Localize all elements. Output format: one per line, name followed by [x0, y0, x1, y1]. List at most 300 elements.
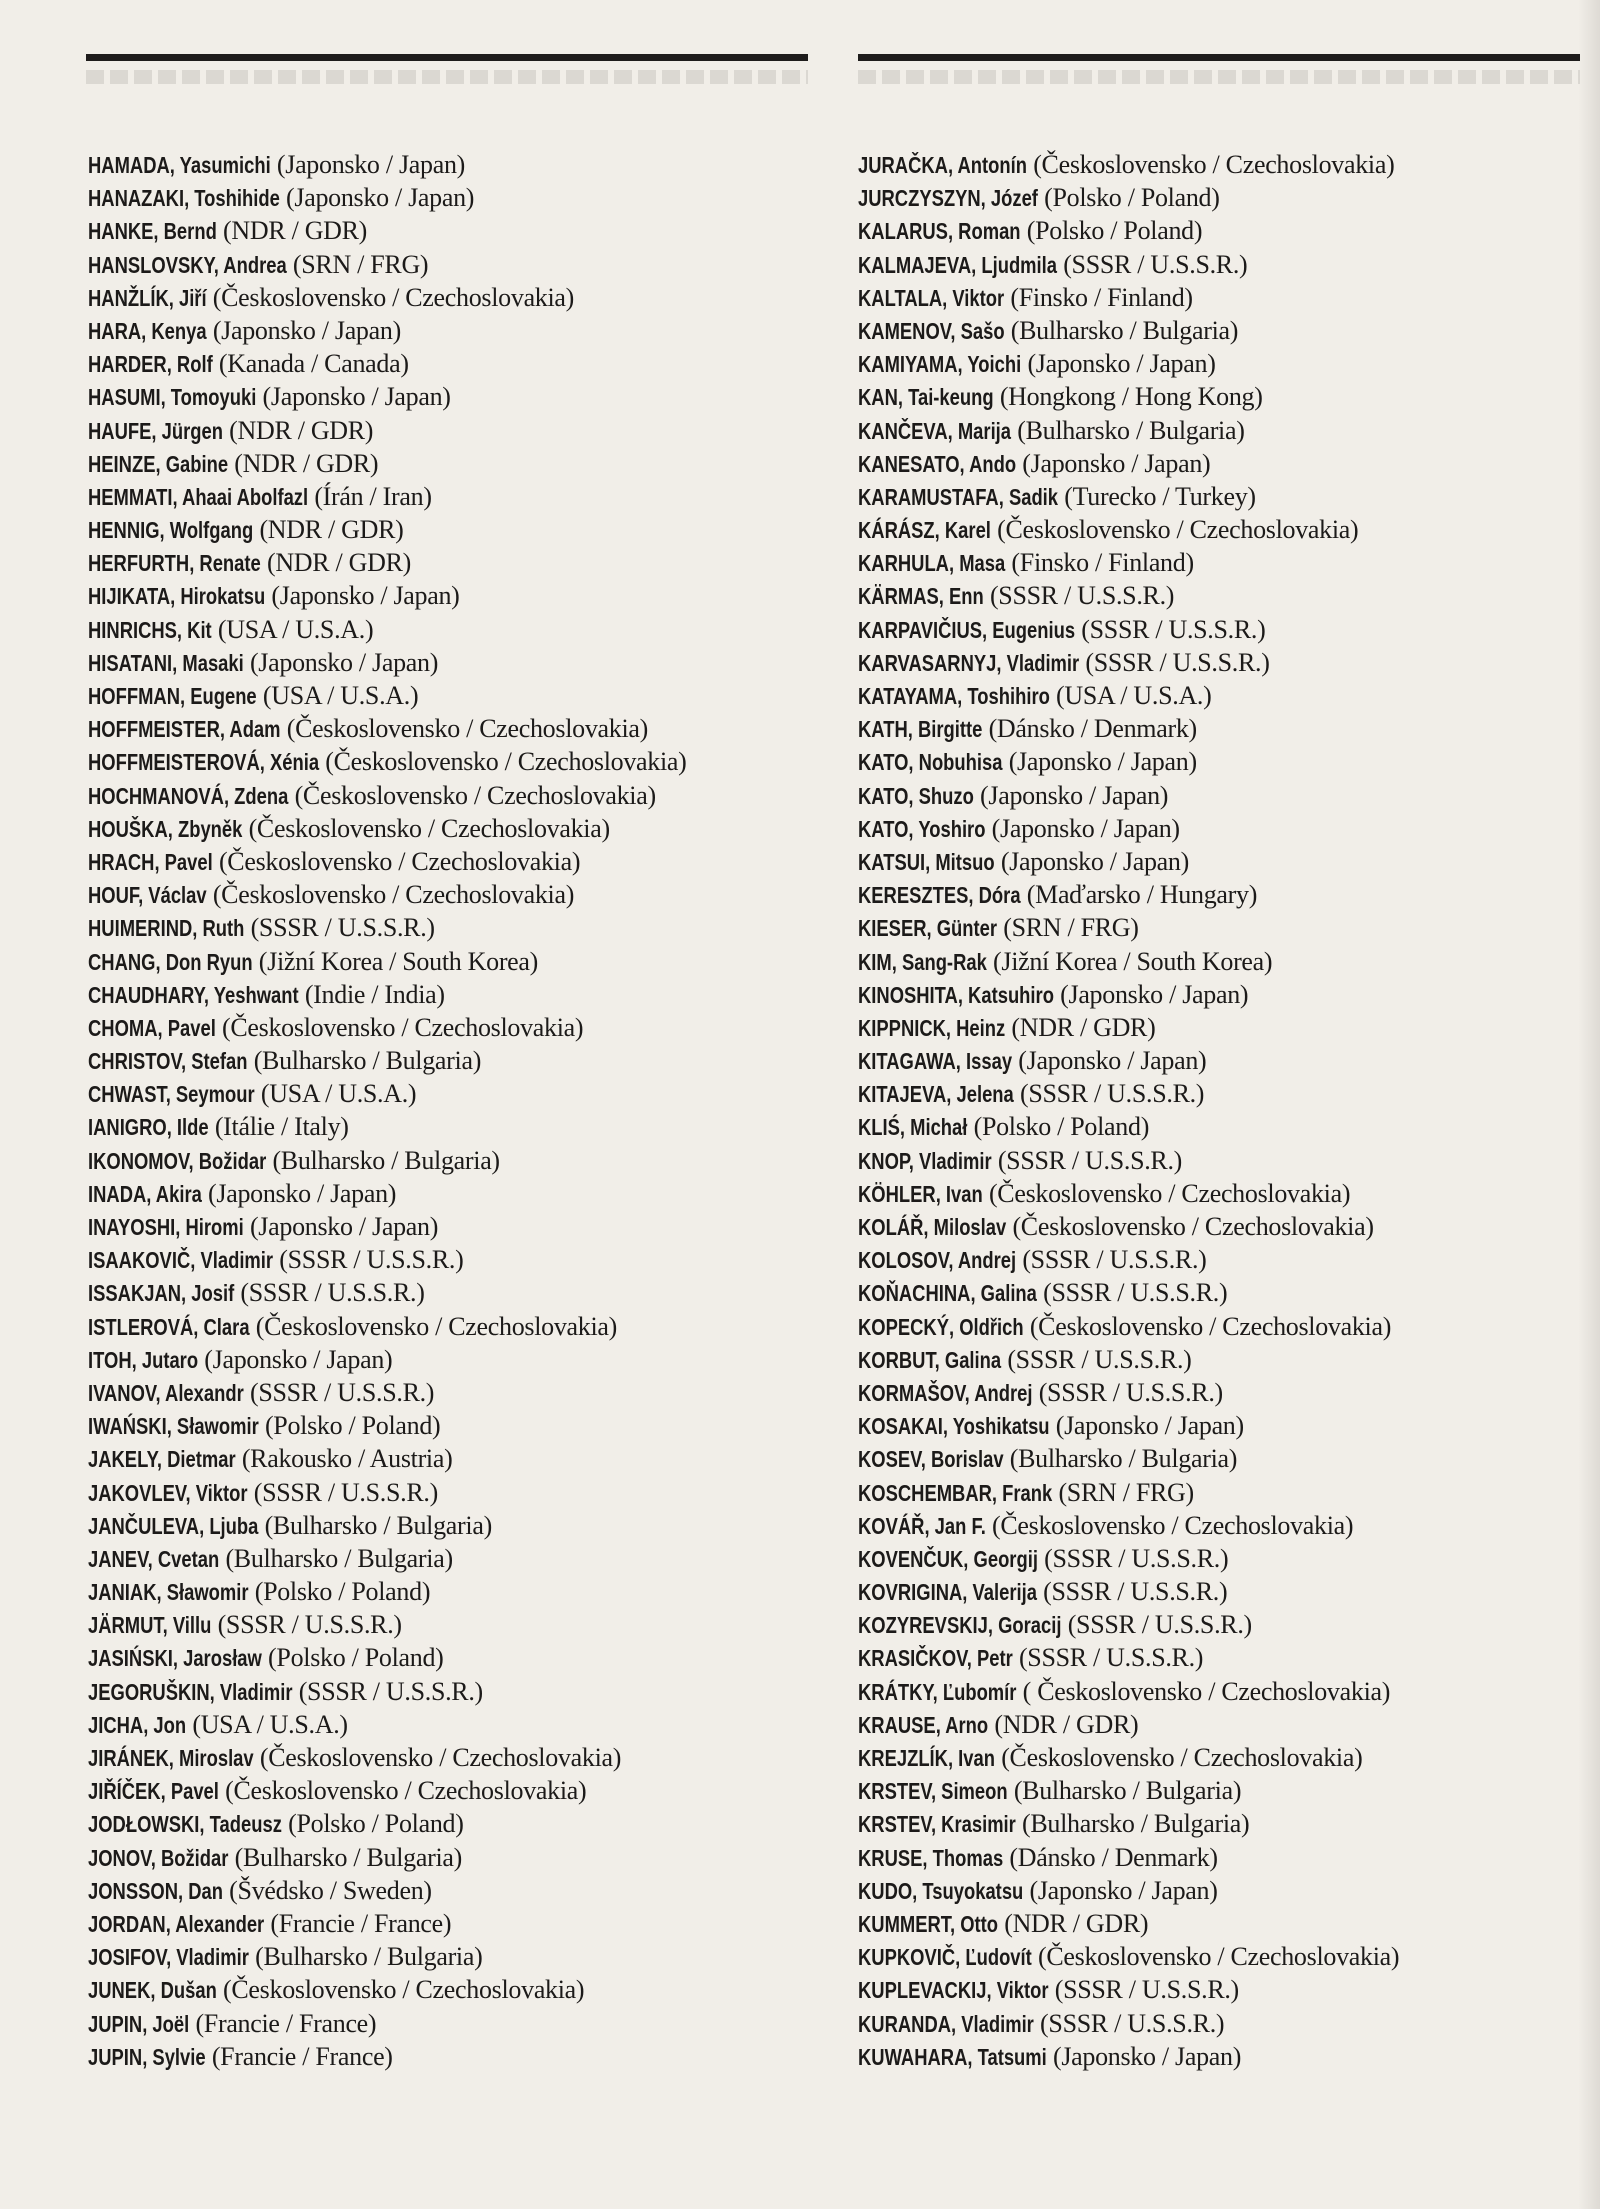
entry-country: (Polsko / Poland) [288, 1809, 464, 1839]
entry-country: (SRN / FRG) [292, 249, 429, 279]
entry-name: KANESATO, Ando [858, 450, 1017, 477]
entry-name: CHANG, Don Ryun [88, 948, 253, 975]
entry-name: JUNEK, Dušan [88, 1977, 217, 2004]
entry-name: IKONOMOV, Božidar [88, 1147, 267, 1174]
entry-country: (NDR / GDR) [266, 548, 411, 578]
entry-name: KALTALA, Viktor [858, 284, 1005, 311]
entry-country: (SSSR / U.S.S.R.) [253, 1477, 438, 1507]
name-entry [858, 1542, 1399, 1575]
name-entry [88, 1608, 687, 1641]
entry-name-wrap [858, 1973, 1049, 2007]
entry-country: (Bulharsko / Bulgaria) [234, 1842, 462, 1872]
name-entry [858, 1807, 1399, 1840]
name-entry [88, 1077, 687, 1110]
entry-country: (Jižní Korea / South Korea) [993, 946, 1273, 976]
entry-country: (Jižní Korea / South Korea) [258, 946, 539, 976]
name-entry [88, 2040, 687, 2073]
entry-name: INADA, Akira [88, 1180, 202, 1207]
entry-country: (Bulharsko / Bulgaria) [1009, 1444, 1238, 1474]
entry-name-wrap [88, 1509, 258, 1543]
entry-country: (Francie / France) [195, 2008, 377, 2038]
entry-country: (Turecko / Turkey) [1064, 481, 1256, 511]
entry-name-wrap [858, 1641, 1013, 1675]
entry-name-wrap [88, 1442, 236, 1476]
page-edge-shadow [1578, 0, 1600, 2209]
name-entry [88, 1144, 687, 1177]
entry-country: (SSSR / U.S.S.R.) [1043, 1278, 1228, 1308]
name-entry [88, 1011, 687, 1044]
entry-country: (Polsko / Poland) [1026, 216, 1203, 246]
entry-name: JÄRMUT, Villu [88, 1612, 212, 1639]
entry-name-wrap [858, 380, 994, 414]
entry-name-wrap [88, 1276, 234, 1310]
name-entry [88, 745, 687, 778]
entry-name-wrap [88, 1177, 202, 1211]
entry-country: (SSSR / U.S.S.R.) [249, 1377, 435, 1407]
entry-country: (USA / U.S.A.) [1056, 681, 1212, 710]
entry-name-wrap [88, 414, 223, 448]
entry-country: (Československo / Czechoslovakia) [218, 846, 581, 876]
entry-country: (SSSR / U.S.S.R.) [279, 1245, 464, 1275]
name-entry [858, 579, 1399, 612]
entry-name: ISAAKOVIČ, Vladimir [88, 1247, 274, 1274]
entry-name-wrap [858, 1542, 1038, 1576]
entry-country: (NDR / GDR) [234, 448, 379, 478]
entry-name: INAYOSHI, Hiromi [88, 1214, 244, 1240]
name-entry [88, 1774, 687, 1807]
entry-country: (SSSR / U.S.S.R.) [1085, 647, 1270, 677]
entry-name: KORMAŠOV, Andrej [858, 1379, 1033, 1406]
entry-country: (NDR / GDR) [259, 515, 404, 545]
entry-country: (Japonsko / Japan) [286, 183, 475, 213]
entry-name-wrap [858, 945, 987, 979]
name-entry [88, 712, 687, 745]
name-entry [858, 214, 1399, 247]
entry-name: KOVÁŘ, Jan F. [858, 1512, 986, 1539]
entry-country: (Československo / Czechoslovakia) [1012, 1212, 1374, 1241]
right-name-column [858, 148, 1399, 2073]
entry-country: (SSSR / U.S.S.R.) [1067, 1610, 1252, 1640]
entry-name: JICHA, Jon [88, 1711, 187, 1738]
entry-name: KARPAVIČIUS, Eugenius [858, 616, 1076, 643]
entry-name: HAMADA, Yasumichi [88, 152, 271, 178]
entry-name: KINOSHITA, Katsuhiro [858, 981, 1054, 1008]
name-entry [88, 2007, 687, 2040]
entry-name-wrap [858, 1841, 1003, 1875]
name-entry [858, 646, 1399, 679]
entry-name-wrap [858, 2040, 1047, 2074]
entry-name: HOUŠKA, Zbyněk [88, 815, 243, 842]
entry-name: HAUFE, Jürgen [88, 417, 223, 444]
name-entry [88, 1509, 687, 1542]
entry-name-wrap [88, 2007, 189, 2041]
entry-country: (Bulharsko / Bulgaria) [264, 1510, 492, 1540]
entry-country: (Rakousko / Austria) [241, 1444, 453, 1474]
name-entry [858, 1675, 1399, 1708]
entry-name-wrap [88, 1077, 255, 1111]
entry-country: (Československo / Czechoslovakia) [259, 1743, 622, 1772]
entry-name-wrap [858, 579, 984, 613]
entry-country: (Dánsko / Denmark) [988, 714, 1197, 744]
entry-country: (SSSR / U.S.S.R.) [1038, 1377, 1223, 1407]
name-entry [88, 1641, 687, 1674]
entry-name-wrap [858, 447, 1016, 481]
entry-name: JAKOVLEV, Viktor [88, 1479, 248, 1506]
entry-country: (Kanada / Canada) [218, 349, 409, 379]
entry-name-wrap [88, 546, 261, 580]
entry-country: (Japonsko / Japan) [1027, 349, 1216, 379]
entry-country: (Československo / Czechoslovakia) [212, 880, 575, 910]
entry-name: HOFFMEISTEROVÁ, Xénia [88, 749, 320, 776]
name-entry [88, 1343, 687, 1376]
entry-name: JUPIN, Joël [88, 2010, 190, 2037]
entry-country: (Československo / Czechoslovakia) [255, 1311, 617, 1341]
entry-name-wrap [858, 978, 1054, 1012]
name-entry [88, 281, 687, 314]
entry-name: ISTLEROVÁ, Clara [88, 1313, 250, 1340]
name-entry [88, 447, 687, 480]
entry-name: KAMIYAMA, Yoichi [858, 351, 1022, 378]
entry-name: KALMAJEVA, Ljudmila [858, 251, 1058, 278]
entry-name: KOVRIGINA, Valerija [858, 1579, 1037, 1606]
name-entry [88, 1243, 687, 1276]
entry-name-wrap [88, 1310, 250, 1344]
entry-name: KOSCHEMBAR, Frank [858, 1479, 1053, 1506]
entry-name: CHWAST, Seymour [88, 1081, 255, 1108]
entry-name: KORBUT, Galina [858, 1346, 1002, 1373]
name-entry [88, 1310, 687, 1343]
entry-name-wrap [88, 779, 288, 813]
entry-country: (SSSR / U.S.S.R.) [1054, 1975, 1239, 2005]
entry-name-wrap [88, 845, 213, 879]
entry-name-wrap [88, 945, 253, 979]
name-entry [858, 1575, 1399, 1608]
entry-name: JANEV, Cvetan [88, 1545, 220, 1572]
name-entry [88, 546, 687, 579]
entry-name: KIM, Sang-Rak [858, 948, 987, 975]
name-entry [858, 1774, 1399, 1807]
entry-country: (Československo / Czechoslovakia) [1037, 1942, 1400, 1972]
entry-name: HASUMI, Tomoyuki [88, 384, 257, 411]
name-entry [88, 1177, 687, 1210]
entry-name: KUMMERT, Otto [858, 1910, 999, 1937]
name-entry [858, 1044, 1399, 1077]
name-entry [88, 1442, 687, 1475]
name-entry [858, 148, 1399, 181]
entry-country: (Írán / Iran) [314, 481, 432, 511]
name-entry [858, 347, 1399, 380]
left-bleed-through [86, 70, 808, 84]
entry-name: KIESER, Günter [858, 915, 998, 942]
name-entry [858, 1641, 1399, 1674]
entry-name: KITAGAWA, Issay [858, 1048, 1013, 1075]
name-entry [88, 347, 687, 380]
entry-country: (Československo / Czechoslovakia) [223, 1975, 585, 2005]
entry-country: (SSSR / U.S.S.R.) [1043, 1577, 1228, 1607]
entry-name-wrap [858, 1675, 1016, 1709]
entry-name-wrap [858, 314, 1005, 348]
name-entry [88, 978, 687, 1011]
entry-country: (Československo / Czechoslovakia) [1029, 1311, 1392, 1341]
entry-name-wrap [858, 1575, 1037, 1609]
entry-country: (Japonsko / Japan) [991, 813, 1180, 843]
entry-name: HOCHMANOVÁ, Zdena [88, 782, 289, 809]
entry-name-wrap [88, 1608, 211, 1642]
entry-name-wrap [858, 513, 991, 547]
entry-country: (Polsko / Poland) [1044, 183, 1220, 213]
entry-name-wrap [858, 1276, 1037, 1310]
name-entry [88, 679, 687, 712]
name-entry [858, 1907, 1399, 1940]
entry-country: (Finsko / Finland) [1011, 548, 1194, 578]
entry-name-wrap [858, 1774, 1008, 1808]
entry-name: CHAUDHARY, Yeshwant [88, 981, 299, 1008]
entry-name: KOLOSOV, Andrej [858, 1247, 1017, 1274]
entry-country: (Japonsko / Japan) [262, 382, 451, 412]
entry-country: (Československo / Czechoslovakia) [248, 813, 610, 843]
entry-country: (SRN / FRG) [1003, 913, 1139, 943]
entry-country: (Polsko / Poland) [268, 1643, 444, 1673]
entry-name-wrap [858, 779, 974, 813]
entry-country: (Maďarsko / Hungary) [1026, 880, 1258, 910]
entry-country: (Japonsko / Japan) [1018, 1046, 1207, 1076]
entry-name-wrap [858, 1243, 1016, 1277]
entry-country: (Itálie / Italy) [214, 1112, 349, 1142]
name-entry [88, 214, 687, 247]
name-entry [88, 314, 687, 347]
entry-name-wrap [858, 1210, 1006, 1244]
name-entry [858, 314, 1399, 347]
entry-name-wrap [88, 1774, 219, 1808]
entry-country: (Japonsko / Japan) [249, 1212, 439, 1241]
entry-name-wrap [88, 1807, 282, 1841]
entry-country: (SSSR / U.S.S.R.) [298, 1676, 483, 1706]
entry-name-wrap [88, 1144, 266, 1178]
entry-name: KERESZTES, Dóra [858, 882, 1021, 909]
entry-name-wrap [858, 1144, 992, 1178]
name-entry [88, 1841, 687, 1874]
entry-name: JONSSON, Dan [88, 1877, 223, 1904]
entry-name-wrap [88, 1641, 262, 1675]
entry-name-wrap [88, 812, 242, 846]
entry-name-wrap [858, 1708, 988, 1742]
entry-name: JORDAN, Alexander [88, 1910, 265, 1937]
name-entry [858, 1741, 1399, 1774]
entry-name-wrap [858, 712, 982, 746]
entry-name: KRÁTKY, Ľubomír [858, 1678, 1017, 1705]
name-entry [88, 380, 687, 413]
right-bleed-through [858, 70, 1580, 84]
entry-name: KOSEV, Borislav [858, 1446, 1004, 1473]
entry-name-wrap [858, 1509, 986, 1543]
entry-country: (Československo / Czechoslovakia) [988, 1178, 1351, 1208]
entry-country: (Bulharsko / Bulgaria) [272, 1145, 500, 1175]
entry-country: (SSSR / U.S.S.R.) [240, 1278, 425, 1308]
entry-country: (SSSR / U.S.S.R.) [1063, 249, 1248, 279]
name-entry [858, 2040, 1399, 2073]
entry-name-wrap [88, 978, 299, 1012]
name-entry [858, 779, 1399, 812]
entry-country: (Indie / India) [304, 979, 445, 1009]
name-entry [858, 712, 1399, 745]
name-entry [858, 945, 1399, 978]
entry-country: (Japonsko / Japan) [1000, 846, 1189, 876]
name-entry [858, 1011, 1399, 1044]
entry-name: KOSAKAI, Yoshikatsu [858, 1413, 1050, 1440]
entry-name-wrap [858, 812, 985, 846]
name-entry [858, 1243, 1399, 1276]
entry-name-wrap [858, 414, 1011, 448]
right-header-rule [858, 54, 1580, 61]
entry-name: KAMENOV, Sašo [858, 317, 1005, 344]
entry-name-wrap [858, 181, 1038, 215]
entry-name-wrap [858, 878, 1021, 912]
entry-country: (Japonsko / Japan) [1029, 1875, 1218, 1905]
name-entry [88, 480, 687, 513]
left-name-column [88, 148, 687, 2073]
entry-name-wrap [858, 1077, 1014, 1111]
entry-name: HUIMERIND, Ruth [88, 915, 245, 942]
entry-name-wrap [858, 1343, 1001, 1377]
entry-name: KATH, Birgitte [858, 716, 983, 743]
entry-country: (Finsko / Finland) [1010, 282, 1193, 312]
entry-country: ( Československo / Czechoslovakia) [1022, 1676, 1391, 1706]
name-entry [858, 1310, 1399, 1343]
name-entry [858, 1210, 1399, 1243]
entry-name-wrap [88, 613, 212, 647]
entry-name: HOFFMEISTER, Adam [88, 716, 281, 743]
entry-name: KRASIČKOV, Petr [858, 1645, 1013, 1672]
entry-name: KATO, Shuzo [858, 782, 974, 809]
entry-name: KÖHLER, Ivan [858, 1180, 983, 1207]
entry-name: KATAYAMA, Toshihiro [858, 683, 1050, 709]
entry-name-wrap [858, 1608, 1061, 1642]
entry-name: JEGORUŠKIN, Vladimir [88, 1678, 293, 1705]
entry-country: (Československo / Czechoslovakia) [325, 747, 687, 777]
entry-name-wrap [858, 911, 997, 945]
entry-country: (Bulharsko / Bulgaria) [253, 1046, 482, 1076]
name-entry [858, 380, 1399, 413]
entry-name-wrap [858, 1741, 995, 1775]
entry-name-wrap [88, 1741, 254, 1775]
entry-country: (Bulharsko / Bulgaria) [1017, 415, 1245, 445]
entry-name: KRSTEV, Simeon [858, 1778, 1008, 1805]
entry-name-wrap [858, 1310, 1024, 1344]
name-entry [88, 911, 687, 944]
entry-name: HANKE, Bernd [88, 218, 217, 245]
entry-name: KOPECKÝ, Oldřich [858, 1313, 1024, 1340]
entry-name-wrap [858, 214, 1021, 248]
entry-name-wrap [88, 1907, 264, 1941]
entry-name: KATO, Nobuhisa [858, 749, 1003, 776]
entry-name: JURCZYSZYN, Józef [858, 185, 1038, 212]
name-entry [858, 978, 1399, 1011]
name-entry [858, 911, 1399, 944]
name-entry [88, 1542, 687, 1575]
entry-name-wrap [88, 1011, 216, 1045]
entry-name-wrap [88, 712, 281, 746]
entry-country: (Bulharsko / Bulgaria) [1013, 1776, 1242, 1806]
entry-name: JAKELY, Dietmar [88, 1446, 236, 1473]
entry-name-wrap [858, 1442, 1004, 1476]
entry-country: (SSSR / U.S.S.R.) [1044, 1543, 1229, 1573]
name-entry [88, 1276, 687, 1309]
entry-name-wrap [858, 1874, 1023, 1908]
name-entry [858, 1841, 1399, 1874]
entry-country: (Bulharsko / Bulgaria) [255, 1942, 483, 1972]
name-entry [858, 281, 1399, 314]
entry-name-wrap [88, 1343, 198, 1377]
entry-name: HEINZE, Gabine [88, 450, 229, 477]
entry-country: (Japonsko / Japan) [249, 647, 439, 677]
entry-name-wrap [858, 1044, 1012, 1078]
entry-country: (Japonsko / Japan) [276, 150, 466, 179]
name-entry [858, 1276, 1399, 1309]
entry-country: (Československo / Czechoslovakia) [225, 1776, 587, 1806]
entry-name: JANČULEVA, Ljuba [88, 1512, 259, 1539]
entry-name: KUDO, Tsuyokatsu [858, 1877, 1024, 1904]
name-entry [88, 1874, 687, 1907]
name-entry [858, 1144, 1399, 1177]
entry-name-wrap [858, 1907, 998, 1941]
entry-name-wrap [858, 1940, 1032, 1974]
entry-name-wrap [88, 1044, 248, 1078]
entry-name: HOUF, Václav [88, 882, 207, 909]
entry-name-wrap [858, 1011, 1005, 1045]
entry-country: (USA / U.S.A.) [262, 681, 419, 710]
entry-name-wrap [858, 148, 1027, 182]
name-entry [88, 1741, 687, 1774]
name-entry [858, 613, 1399, 646]
name-entry [88, 1476, 687, 1509]
name-entry [88, 1575, 687, 1608]
entry-country: (Dánsko / Denmark) [1009, 1842, 1218, 1872]
entry-name: JASIŃSKI, Jarosław [88, 1645, 262, 1672]
entry-name: KURANDA, Vladimir [858, 2010, 1034, 2037]
entry-name: KITAJEVA, Jelena [858, 1081, 1014, 1108]
entry-name: IANIGRO, Ilde [88, 1114, 209, 1141]
name-entry [858, 679, 1399, 712]
name-entry [88, 1376, 687, 1409]
entry-country: (Francie / France) [270, 1908, 452, 1938]
entry-country: (SSSR / U.S.S.R.) [250, 913, 435, 943]
entry-country: (Československo / Czechoslovakia) [222, 1012, 584, 1042]
entry-country: (Bulharsko / Bulgaria) [1022, 1809, 1250, 1839]
name-entry [88, 1110, 687, 1143]
entry-country: (Polsko / Poland) [254, 1577, 431, 1607]
entry-name-wrap [88, 1243, 273, 1277]
name-entry [88, 414, 687, 447]
entry-country: (Československo / Czechoslovakia) [286, 714, 648, 744]
entry-name-wrap [88, 1940, 249, 1974]
entry-name: KLIŚ, Michał [858, 1114, 968, 1141]
entry-name: HANŽLÍK, Jiří [88, 284, 207, 311]
entry-name: HEMMATI, Ahaai Abolfazl [88, 483, 309, 510]
name-entry [88, 1807, 687, 1840]
name-entry [858, 248, 1399, 281]
entry-name: HANSLOVSKY, Andrea [88, 251, 287, 278]
entry-name: CHOMA, Pavel [88, 1014, 216, 1041]
name-entry [858, 1177, 1399, 1210]
entry-country: (Francie / France) [211, 2041, 393, 2071]
entry-name: KUPLEVACKIJ, Viktor [858, 1977, 1049, 2004]
entry-country: (Polsko / Poland) [264, 1411, 441, 1441]
entry-name-wrap [88, 1841, 228, 1875]
entry-name-wrap [88, 911, 244, 945]
entry-name: KAN, Tai-keung [858, 384, 994, 411]
entry-name-wrap [88, 745, 319, 779]
entry-name-wrap [858, 347, 1021, 381]
